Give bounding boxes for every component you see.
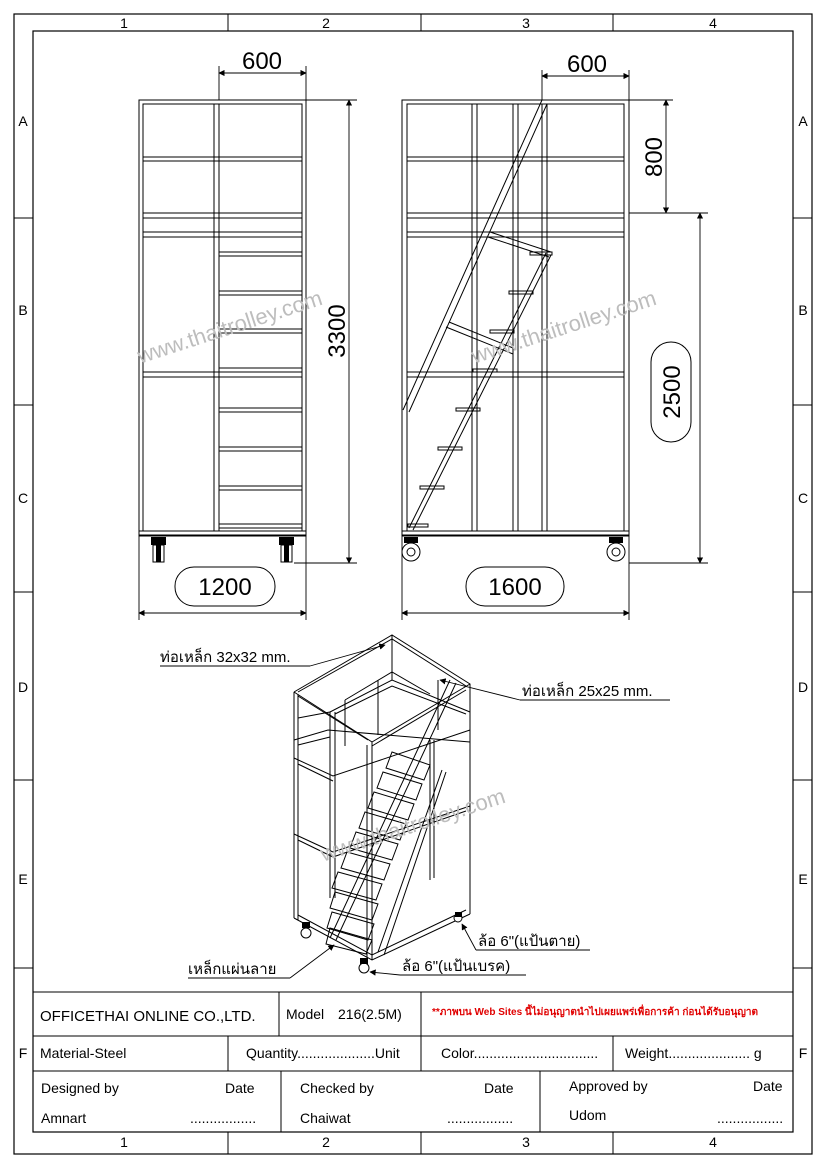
watermark-right-view: www.thaitrolley.com <box>468 285 660 369</box>
checked-by-name: Chaiwat <box>300 1110 351 1126</box>
grid-labels <box>18 15 808 1150</box>
checked-date-value: ................. <box>447 1110 514 1126</box>
callout-checker-plate: เหล็กแผ่นลาย <box>188 961 277 978</box>
company-name: OFFICETHAI ONLINE CO.,LTD. <box>40 1008 256 1025</box>
grid-row-a-left: A <box>18 113 28 129</box>
grid-row-e-right: E <box>798 871 808 887</box>
grid-row-d-right: D <box>797 679 809 695</box>
approved-by-name: Udom <box>569 1107 607 1123</box>
copyright-notice: **ภาพบน Web Sites นี้ไม่อนุญาตนำไปเผยแพร่เพื่อการค้า ก่อนได้รับอนุญาต <box>432 1007 758 1018</box>
right-view-caster-right <box>607 537 625 561</box>
dim-right-bottom-width: 1600 <box>488 574 542 601</box>
watermark-left-view: www.thaitrolley.com <box>134 285 326 369</box>
grid-row-e-left: E <box>18 871 28 887</box>
dim-left-bottom-width: 1200 <box>198 574 252 601</box>
grid-col-1-bottom: 1 <box>120 1134 128 1150</box>
dim-right-upper-height: 800 <box>641 136 668 178</box>
grid-col-4-top: 4 <box>709 15 717 31</box>
grid-col-3-top: 3 <box>522 15 530 31</box>
color: Color................................ <box>441 1045 599 1061</box>
left-view-caster-left <box>151 537 166 562</box>
dim-right-top-width: 600 <box>566 51 608 78</box>
model-value: 216(2.5M) <box>338 1006 402 1022</box>
grid-row-d-left: D <box>17 679 29 695</box>
dim-left-height: 3300 <box>324 304 351 358</box>
approved-date-label: Date <box>753 1078 783 1094</box>
grid-row-b-right: B <box>798 302 808 318</box>
weight: Weight..................... g <box>625 1045 762 1061</box>
grid-row-b-left: B <box>18 302 28 318</box>
designed-by-name: Amnart <box>41 1110 87 1126</box>
callout-fixed-wheel: ล้อ 6"(แป้นตาย) <box>478 933 581 950</box>
grid-row-f-right: F <box>798 1045 808 1061</box>
quantity: Quantity....................Unit <box>246 1045 400 1061</box>
grid-col-2-bottom: 2 <box>322 1134 330 1150</box>
callout-secondary-tube: ท่อเหล็ก 25x25 mm. <box>522 683 653 700</box>
designed-date-value: ................. <box>190 1110 257 1126</box>
grid-col-1-top: 1 <box>120 15 128 31</box>
dim-left-top-width: 600 <box>241 48 283 75</box>
grid-col-2-top: 2 <box>322 15 330 31</box>
approved-by-label: Approved by <box>569 1078 648 1094</box>
material: Material-Steel <box>40 1045 127 1061</box>
approved-date-value: ................. <box>717 1110 784 1126</box>
grid-ticks <box>14 14 812 1154</box>
designed-date-label: Date <box>225 1080 255 1096</box>
checked-date-label: Date <box>484 1080 514 1096</box>
right-view-caster-left <box>402 537 420 561</box>
watermark-iso-view: www.thaitrolley.com <box>317 783 509 867</box>
grid-row-c-left: C <box>17 490 29 506</box>
outer-border <box>14 14 812 1154</box>
callout-brake-wheel: ล้อ 6"(แป้นเบรค) <box>402 958 511 975</box>
grid-col-4-bottom: 4 <box>709 1134 717 1150</box>
left-view-caster-right <box>279 537 294 562</box>
grid-col-3-bottom: 3 <box>522 1134 530 1150</box>
designed-by-label: Designed by <box>41 1080 119 1096</box>
callout-main-tube: ท่อเหล็ก 32x32 mm. <box>160 649 291 666</box>
model-label: Model <box>286 1006 325 1022</box>
grid-row-c-right: C <box>797 490 809 506</box>
grid-row-a-right: A <box>798 113 808 129</box>
grid-row-f-left: F <box>18 1045 28 1061</box>
dim-right-lower-height: 2500 <box>659 365 686 419</box>
checked-by-label: Checked by <box>300 1080 374 1096</box>
